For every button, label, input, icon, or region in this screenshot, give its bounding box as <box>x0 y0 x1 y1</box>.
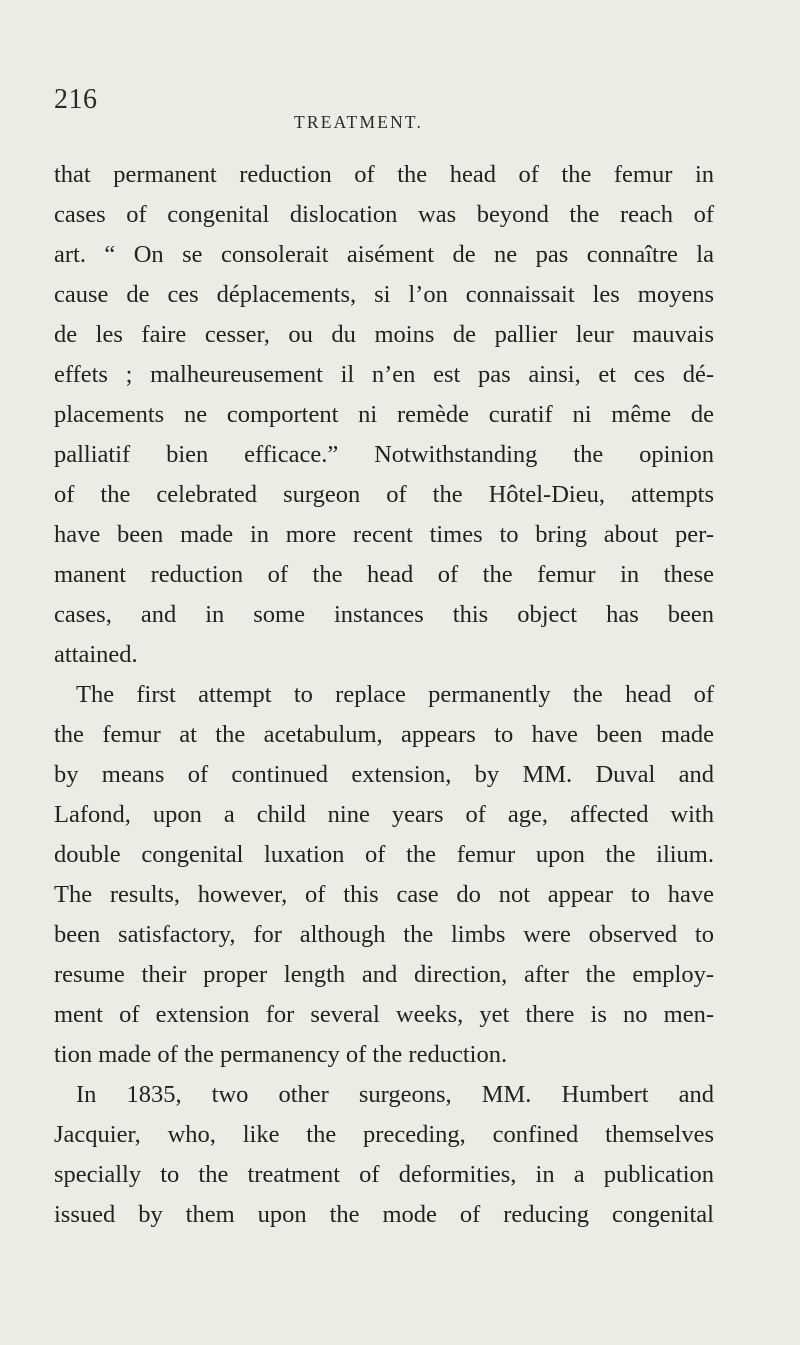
body-text <box>54 155 714 1235</box>
text-line: Jacquier, who, like the preceding, confined themselves <box>54 1121 714 1148</box>
paragraph-first-line: In 1835, two other surgeons, MM. Humbert and <box>76 1081 714 1108</box>
text-line: issued by them upon the mode of reducing congenital <box>54 1201 714 1228</box>
text-line: Lafond, upon a child nine years of age, affected with <box>54 801 714 828</box>
text-line: of the celebrated surgeon of the Hôtel-Dieu, attempts <box>54 481 714 508</box>
text-line: palliatif bien efficace.” Notwithstanding the opinion <box>54 441 714 468</box>
paragraph-end-line: tion made of the permanency of the reduction. <box>54 1041 508 1068</box>
text-line: the femur at the acetabulum, appears to have been made <box>54 721 714 748</box>
text-line: manent reduction of the head of the femur in these <box>54 561 714 588</box>
text-line: by means of continued extension, by MM. Duval and <box>54 761 714 788</box>
text-line: art. “ On se consolerait aisément de ne pas connaître la <box>54 241 714 268</box>
paragraph-first-line: The first attempt to replace permanently the head of <box>76 681 714 708</box>
text-line: The results, however, of this case do not appear to have <box>54 881 714 908</box>
text-line: cases, and in some instances this object has been <box>54 601 714 628</box>
text-line: de les faire cesser, ou du moins de pallier leur mauvais <box>54 321 714 348</box>
text-line: double congenital luxation of the femur upon the ilium. <box>54 841 714 868</box>
page-number: 216 <box>54 84 98 115</box>
text-line: resume their proper length and direction, after the employ- <box>54 961 714 988</box>
running-head: TREATMENT. <box>294 112 424 132</box>
text-line: been satisfactory, for although the limbs were observed to <box>54 921 714 948</box>
text-line: specially to the treatment of deformities, in a publication <box>54 1161 714 1188</box>
text-line: have been made in more recent times to bring about per- <box>54 521 714 548</box>
text-line: ment of extension for several weeks, yet there is no men- <box>54 1001 714 1028</box>
text-line: placements ne comportent ni remède curatif ni même de <box>54 401 714 428</box>
paragraph-end-line: attained. <box>54 641 138 668</box>
text-line: cases of congenital dislocation was beyond the reach of <box>54 201 714 228</box>
text-line: effets ; malheureusement il n’en est pas ainsi, et ces dé- <box>54 361 714 388</box>
text-line: cause de ces déplacements, si l’on connaissait les moyens <box>54 281 714 308</box>
text-line: that permanent reduction of the head of the femur in <box>54 161 714 188</box>
